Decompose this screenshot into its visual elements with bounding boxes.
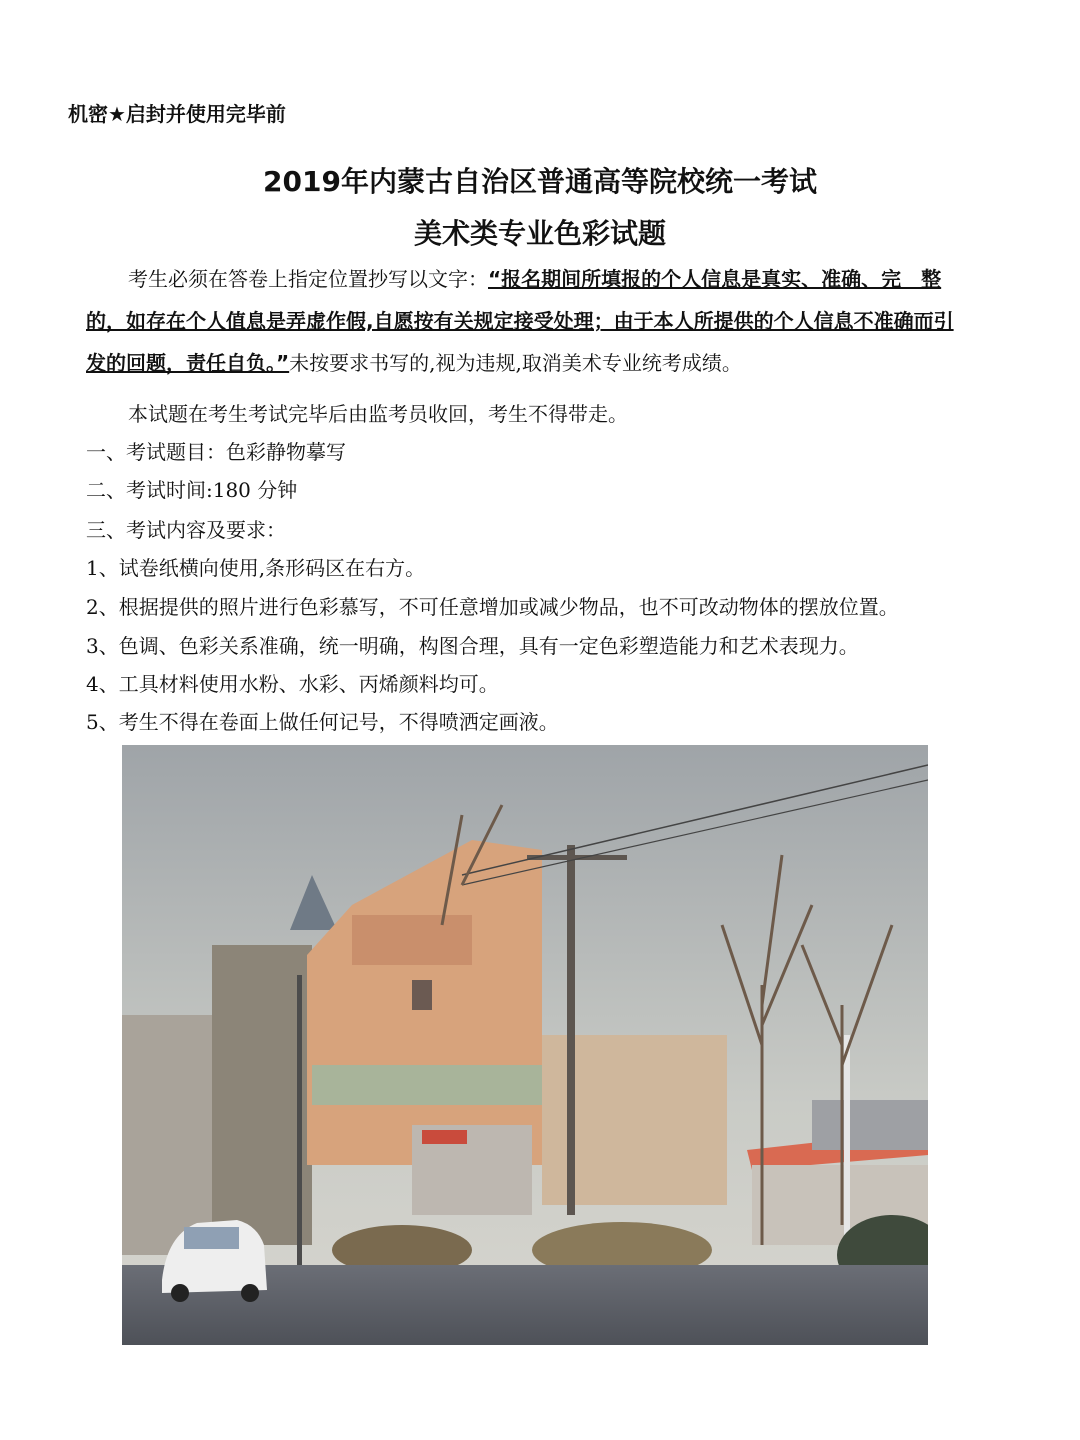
shop-sign xyxy=(422,1130,467,1144)
collect-notice: 本试题在考生考试完毕后由监考员收回，考生不得带走。 xyxy=(128,402,628,426)
reference-photo xyxy=(122,745,928,1345)
list-item: 2、根据提供的照片进行色彩慕写，不可任意增加或减少物品，也不可改动物体的摆放位置。 xyxy=(86,595,899,619)
list-item: 一、考试题目：色彩静物摹写 xyxy=(86,440,346,464)
street-lamp xyxy=(297,975,302,1265)
street-lamp xyxy=(844,1035,850,1235)
list-item: 4、工具材料使用水粉、水彩、丙烯颜料均可。 xyxy=(86,672,499,696)
left-building xyxy=(122,1015,222,1255)
notice-paragraph xyxy=(86,258,966,384)
list-item: 5、考生不得在卷面上做任何记号，不得喷洒定画液。 xyxy=(86,710,559,734)
notice-intro: 考生必须在答卷上指定位置抄写以文字： xyxy=(128,267,488,291)
list-item: 三、考试内容及要求： xyxy=(86,518,286,542)
upper-floor xyxy=(352,915,472,965)
confidential-mark: 机密★启封并使用完毕前 xyxy=(68,102,286,126)
list-item: 1、试卷纸横向使用,条形码区在右方。 xyxy=(86,556,426,580)
window xyxy=(412,980,432,1010)
list-item: 二、考试时间:180 分钟 xyxy=(86,478,298,502)
back-building xyxy=(812,1100,928,1150)
notice-tail: 未按要求书写的,视为违规,取消美术专业统考成绩。 xyxy=(289,351,742,375)
street-scene-image xyxy=(122,745,928,1345)
exam-subtitle: 美术类专业色彩试题 xyxy=(413,217,666,250)
exam-title: 2019年内蒙古自治区普通高等院校统一考试 xyxy=(263,165,817,198)
notice-quote: “报名期间所填报的个人信息是真实、准确、完 整的，如存在个人值息是弄虚作假,自愿按有关规定接受处理；由于本人所提供的个人信息不准确而引发的回题，责任自负。” xyxy=(86,267,954,375)
balcony xyxy=(312,1065,552,1105)
list-item: 3、色调、色彩关系准确，统一明确，构图合理，具有一定色彩塑造能力和艺术表现力。 xyxy=(86,634,859,658)
utility-pole xyxy=(567,845,575,1215)
